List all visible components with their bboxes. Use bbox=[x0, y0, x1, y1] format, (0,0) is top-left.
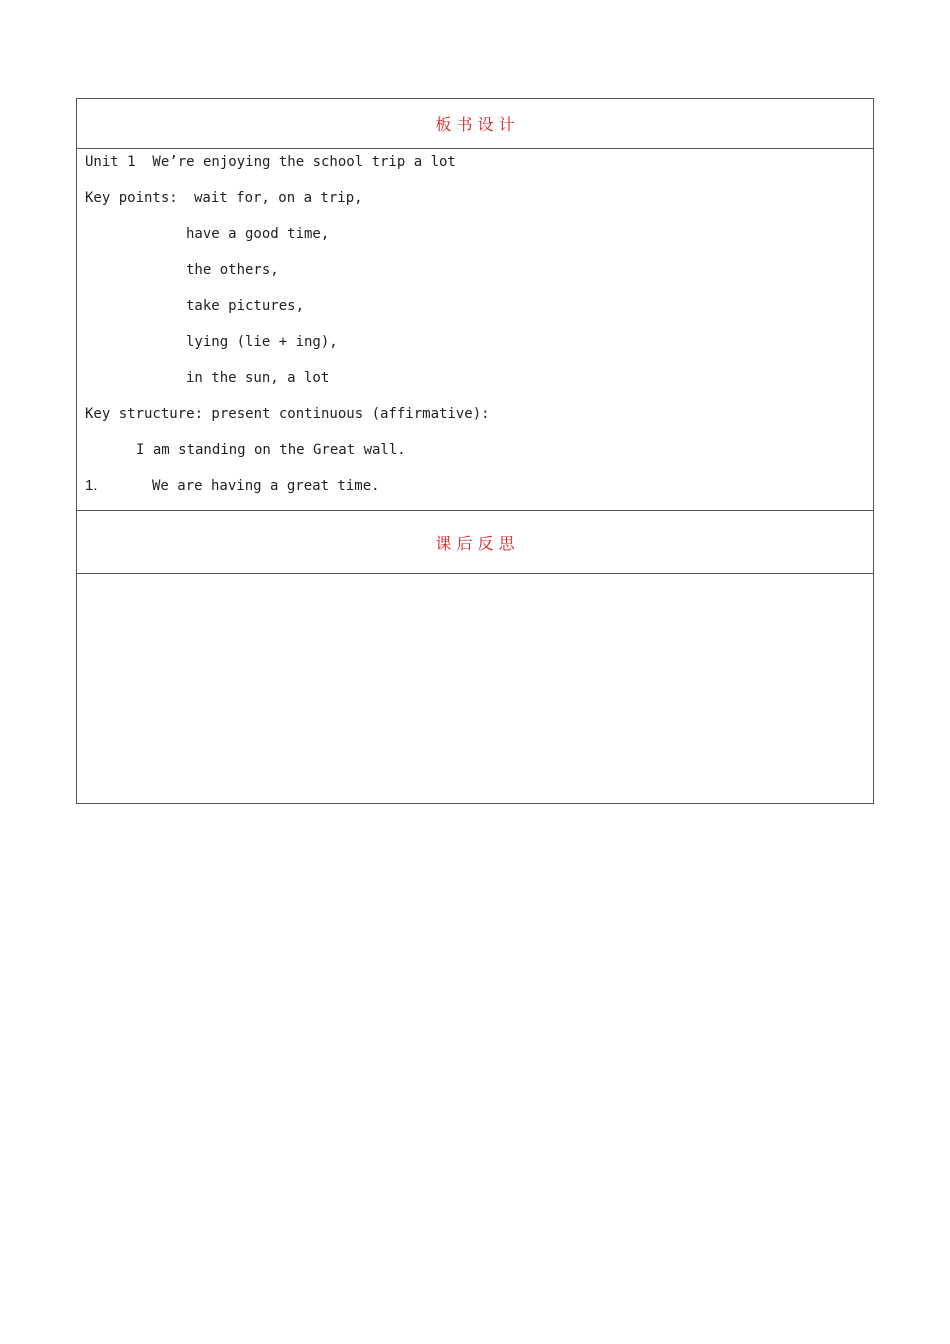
board-design-header bbox=[77, 99, 873, 149]
key-point-item: in the sun, a lot bbox=[186, 370, 330, 386]
lesson-plan-table bbox=[76, 98, 874, 804]
key-point-item: take pictures, bbox=[186, 298, 305, 314]
key-points-label: Key points: bbox=[85, 190, 178, 206]
key-structure-line: Key structure: present continuous (affirmative): bbox=[85, 406, 490, 422]
key-point-item: lying (lie + ing), bbox=[186, 334, 338, 350]
key-point-item: have a good time, bbox=[186, 226, 330, 242]
reflection-title: 课 后 反 思 bbox=[435, 533, 515, 553]
reflection-header bbox=[77, 511, 873, 574]
key-point-item: wait for, on a trip, bbox=[194, 190, 363, 206]
board-design-content bbox=[77, 149, 873, 511]
example-number: 1. bbox=[85, 477, 98, 494]
example-sentence: I am standing on the Great wall. bbox=[136, 442, 406, 458]
reflection-content-area bbox=[77, 574, 873, 803]
example-sentence: We are having a great time. bbox=[152, 478, 380, 494]
unit-title: Unit 1 We’re enjoying the school trip a lot bbox=[85, 154, 456, 170]
key-point-item: the others, bbox=[186, 262, 279, 278]
board-design-title: 板 书 设 计 bbox=[435, 115, 515, 134]
